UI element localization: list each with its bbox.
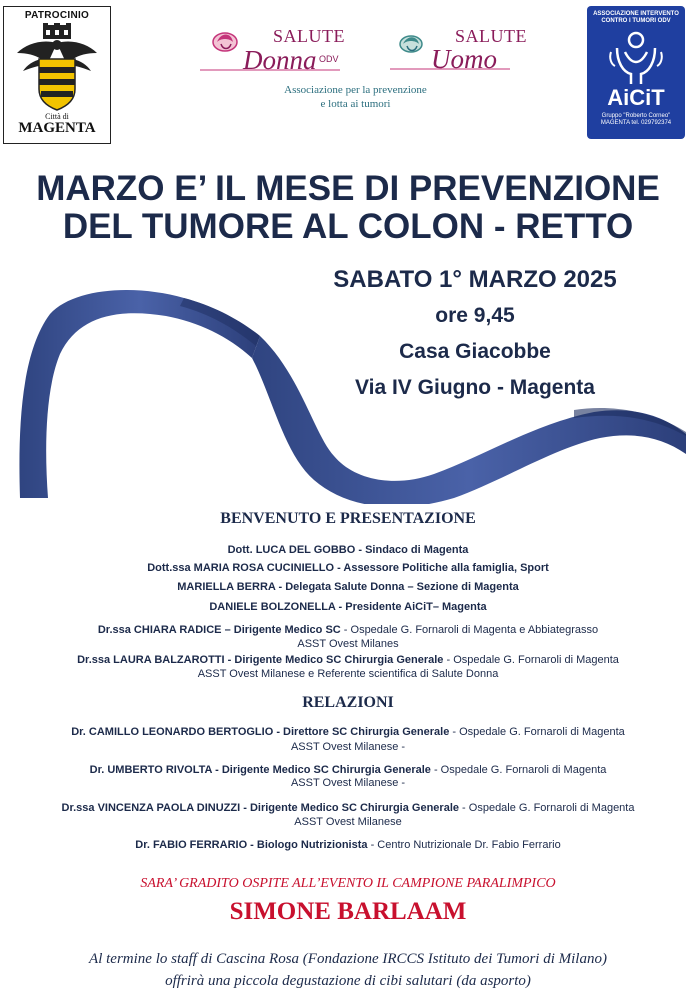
- aicit-figure-icon: [603, 28, 669, 86]
- welcome-section-title: BENVENUTO E PRESENTAZIONE: [220, 510, 476, 527]
- aicit-bottom-line-2: MAGENTA tel. 029792374: [600, 120, 672, 126]
- speaker-name: Dott.ssa MARIA ROSA CUCINIELLO: [147, 562, 335, 574]
- speaker-name: Dr. CAMILLO LEONARDO BERTOGLIO: [71, 726, 274, 738]
- salute-uomo-flower-icon: [391, 26, 431, 62]
- event-time: ore 9,45: [435, 304, 515, 327]
- speaker-name: Dr.ssa CHIARA RADICE: [97, 624, 222, 636]
- talks-section-title: RELAZIONI: [302, 694, 394, 711]
- guest-intro: SARA’ GRADITO OSPITE ALL’EVENTO IL CAMPIONE PARALIMPICO: [140, 876, 556, 891]
- talk-speaker-4: [0, 838, 696, 852]
- speaker-role: - Dirigente Medico SC Chirurgia Generale: [224, 654, 444, 666]
- event-address: Via IV Giugno - Magenta: [355, 376, 595, 399]
- speaker-role: - Dirigente Medico SC Chirurgia Generale: [240, 802, 459, 814]
- speaker-name: Dott. LUCA DEL GOBBO: [227, 544, 356, 556]
- salute-donna-suffix: ODV: [319, 54, 339, 64]
- speaker-name: Dr.ssa LAURA BALZAROTTI: [77, 654, 225, 666]
- speaker-org: - Ospedale G. Fornaroli di Magenta: [443, 654, 619, 666]
- welcome-speaker-6-org2: ASST Ovest Milanese e Referente scientifica di Salute Donna: [197, 668, 499, 680]
- speaker-role: - Sindaco di Magenta: [355, 544, 469, 556]
- speaker-role: - Presidente AiCiT– Magenta: [335, 601, 487, 613]
- city-name: MAGENTA: [18, 120, 96, 136]
- welcome-speaker-5-org2: ASST Ovest Milanes: [297, 638, 399, 650]
- salute-uomo-word2: Uomo: [431, 44, 497, 74]
- event-venue: Casa Giacobbe: [399, 340, 551, 363]
- welcome-speaker-6: [0, 653, 696, 667]
- talk-speaker-1-org2: ASST Ovest Milanese -: [290, 741, 406, 753]
- association-tagline: [268, 83, 443, 111]
- speaker-role: - Biologo Nutrizionista: [247, 839, 368, 851]
- speaker-role: - Delegata Salute Donna – Sezione di Magenta: [275, 581, 519, 593]
- salute-uomo-logo: [385, 20, 527, 75]
- talk-speaker-1: [0, 725, 696, 739]
- patrocinio-logo: [3, 6, 111, 144]
- closing-line-1: Al termine lo staff di Cascina Rosa (Fondazione IRCCS Istituto dei Tumori di Milano): [89, 951, 607, 967]
- title-line-2: DEL TUMORE AL COLON - RETTO: [62, 207, 634, 246]
- talk-speaker-3: [0, 801, 696, 815]
- aicit-top-line-1: ASSOCIAZIONE INTERVENTO: [593, 11, 679, 17]
- salute-donna-word1: SALUTE: [273, 26, 345, 46]
- aicit-logo: [587, 6, 685, 139]
- talk-speaker-2-org2: ASST Ovest Milanese -: [290, 777, 406, 789]
- salute-uomo-word1: SALUTE: [455, 26, 527, 46]
- speaker-role: - Assessore Politiche alla famiglia, Sport: [334, 562, 549, 574]
- aicit-top-line-2: CONTRO I TUMORI ODV: [601, 18, 671, 24]
- aicit-bottom-text: [587, 113, 685, 127]
- event-date: SABATO 1° MARZO 2025: [333, 266, 617, 293]
- welcome-speaker-1: [0, 543, 696, 557]
- city-crest-icon: [13, 23, 101, 111]
- speaker-name: DANIELE BOLZONELLA: [209, 601, 336, 613]
- speaker-org: - Ospedale G. Fornaroli di Magenta: [430, 764, 607, 776]
- welcome-speaker-2: [0, 561, 696, 575]
- welcome-speaker-5: [0, 623, 696, 637]
- speaker-org: - Ospedale G. Fornaroli di Magenta e Abbiategrasso: [340, 624, 599, 636]
- talk-speaker-3-org2: ASST Ovest Milanese: [294, 816, 402, 828]
- salute-donna-underline: [195, 68, 345, 72]
- speaker-name: Dr. FABIO FERRARIO: [135, 839, 248, 851]
- guest-name: SIMONE BARLAAM: [229, 898, 467, 925]
- speaker-name: Dr. UMBERTO RIVOLTA: [89, 764, 213, 776]
- speaker-org: - Ospedale G. Fornaroli di Magenta: [449, 726, 625, 738]
- event-details: [280, 262, 670, 406]
- speaker-org: - Centro Nutrizionale Dr. Fabio Ferrario: [367, 839, 561, 851]
- speaker-name: Dr.ssa VINCENZA PAOLA DINUZZI: [61, 802, 241, 814]
- salute-uomo-underline: [385, 67, 515, 71]
- speaker-name: MARIELLA BERRA: [177, 581, 276, 593]
- salute-donna-logo: [195, 18, 345, 78]
- speaker-role: - Dirigente Medico SC Chirurgia Generale: [212, 764, 431, 776]
- welcome-speaker-4: [0, 600, 696, 614]
- salute-donna-flower-icon: [203, 22, 247, 62]
- page-title: [0, 170, 696, 246]
- aicit-bottom-line-1: Gruppo "Roberto Corneo": [601, 113, 671, 119]
- speaker-role: - Direttore SC Chirurgia Generale: [273, 726, 450, 738]
- tagline-line-1: Associazione per la prevenzione: [284, 84, 427, 96]
- city-small-label: Città di: [45, 112, 69, 121]
- aicit-top-text: [587, 11, 685, 25]
- closing-line-2: offrirà una piccola degustazione di cibi salutari (da asporto): [165, 973, 531, 989]
- welcome-speaker-3: [0, 580, 696, 594]
- aicit-name: AiCiT: [607, 85, 665, 110]
- speaker-org: - Ospedale G. Fornaroli di Magenta: [459, 802, 635, 814]
- patrocinio-label: PATROCINIO: [24, 10, 90, 21]
- speaker-role: – Dirigente Medico SC: [221, 624, 341, 636]
- talk-speaker-2: [0, 763, 696, 777]
- title-line-1: MARZO E’ IL MESE DI PREVENZIONE: [36, 169, 660, 208]
- salute-donna-word2: Donna: [243, 45, 317, 75]
- tagline-line-2: e lotta ai tumori: [320, 98, 391, 110]
- closing-note: [0, 948, 696, 992]
